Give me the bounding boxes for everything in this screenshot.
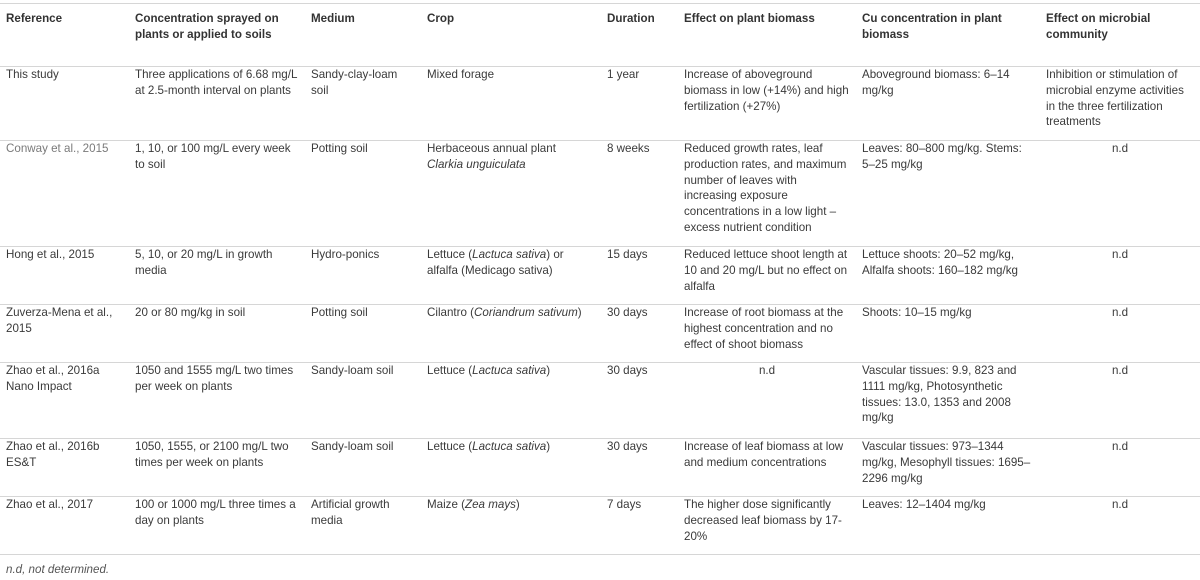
cell-concentration: Three applications of 6.68 mg/L at 2.5-month interval on plants bbox=[129, 67, 305, 141]
cell-microbial-effect: n.d bbox=[1040, 247, 1200, 305]
cell-reference: Zuverza-Mena et al., 2015 bbox=[0, 305, 129, 363]
cell-concentration: 1, 10, or 100 mg/L every week to soil bbox=[129, 141, 305, 247]
cell-crop: Lettuce (Lactuca sativa) bbox=[421, 439, 601, 497]
cell-biomass-effect: Reduced growth rates, leaf production rates, and maximum number of leaves with increasing exposure concentrations in a low light – excess nutrient condition bbox=[678, 141, 856, 247]
cell-biomass-effect: The higher dose significantly decreased leaf biomass by 17-20% bbox=[678, 497, 856, 555]
cell-biomass-effect: Reduced lettuce shoot length at 10 and 20 mg/L but no effect on alfalfa bbox=[678, 247, 856, 305]
cell-crop: Cilantro (Coriandrum sativum) bbox=[421, 305, 601, 363]
table-row bbox=[0, 439, 1200, 497]
table-row bbox=[0, 247, 1200, 305]
table-row bbox=[0, 305, 1200, 363]
cell-medium: Potting soil bbox=[305, 141, 421, 247]
column-header-biomass-effect: Effect on plant biomass bbox=[678, 4, 856, 67]
cell-microbial-effect: Inhibition or stimulation of microbial enzyme activities in the three fertilization treatments bbox=[1040, 67, 1200, 141]
cell-cu-concentration: Leaves: 80–800 mg/kg. Stems: 5–25 mg/kg bbox=[856, 141, 1040, 247]
cell-concentration: 1050, 1555, or 2100 mg/L two times per week on plants bbox=[129, 439, 305, 497]
cell-crop: Mixed forage bbox=[421, 67, 601, 141]
cell-crop: Herbaceous annual plant Clarkia unguiculata bbox=[421, 141, 601, 247]
cell-concentration: 20 or 80 mg/kg in soil bbox=[129, 305, 305, 363]
cell-medium: Sandy-loam soil bbox=[305, 363, 421, 439]
cell-biomass-effect: Increase of aboveground biomass in low (+14%) and high fertilization (+27%) bbox=[678, 67, 856, 141]
column-header-cu-concentration: Cu concentration in plant biomass bbox=[856, 4, 1040, 67]
cell-reference: Zhao et al., 2016b ES&T bbox=[0, 439, 129, 497]
cell-medium: Artificial growth media bbox=[305, 497, 421, 555]
cell-reference: Zhao et al., 2016a Nano Impact bbox=[0, 363, 129, 439]
table-footnote: n.d, not determined. bbox=[6, 563, 110, 576]
column-header-reference: Reference bbox=[0, 4, 129, 67]
table-row bbox=[0, 67, 1200, 141]
cell-cu-concentration: Vascular tissues: 973–1344 mg/kg, Mesophyll tissues: 1695–2296 mg/kg bbox=[856, 439, 1040, 497]
cell-duration: 30 days bbox=[601, 439, 678, 497]
cell-cu-concentration: Vascular tissues: 9.9, 823 and 1111 mg/kg, Photosynthetic tissues: 13.0, 1353 and 2008 mg/kg bbox=[856, 363, 1040, 439]
cell-duration: 8 weeks bbox=[601, 141, 678, 247]
table-row bbox=[0, 141, 1200, 247]
cell-medium: Hydro-ponics bbox=[305, 247, 421, 305]
cell-microbial-effect: n.d bbox=[1040, 363, 1200, 439]
cell-reference: This study bbox=[0, 67, 129, 141]
cell-duration: 15 days bbox=[601, 247, 678, 305]
table-row bbox=[0, 363, 1200, 439]
cell-cu-concentration: Lettuce shoots: 20–52 mg/kg, Alfalfa shoots: 160–182 mg/kg bbox=[856, 247, 1040, 305]
cell-microbial-effect: n.d bbox=[1040, 439, 1200, 497]
cell-concentration: 100 or 1000 mg/L three times a day on plants bbox=[129, 497, 305, 555]
column-header-microbial-effect: Effect on microbial community bbox=[1040, 4, 1200, 67]
cell-cu-concentration: Shoots: 10–15 mg/kg bbox=[856, 305, 1040, 363]
cell-biomass-effect: Increase of root biomass at the highest concentration and no effect of shoot biomass bbox=[678, 305, 856, 363]
cell-biomass-effect: n.d bbox=[678, 363, 856, 439]
column-header-concentration: Concentration sprayed on plants or applied to soils bbox=[129, 4, 305, 67]
cell-cu-concentration: Aboveground biomass: 6–14 mg/kg bbox=[856, 67, 1040, 141]
cell-crop: Lettuce (Lactuca sativa) bbox=[421, 363, 601, 439]
cell-microbial-effect: n.d bbox=[1040, 305, 1200, 363]
cell-crop: Maize (Zea mays) bbox=[421, 497, 601, 555]
cell-microbial-effect: n.d bbox=[1040, 141, 1200, 247]
cell-reference: Hong et al., 2015 bbox=[0, 247, 129, 305]
column-header-duration: Duration bbox=[601, 4, 678, 67]
cell-duration: 30 days bbox=[601, 305, 678, 363]
cell-medium: Sandy-loam soil bbox=[305, 439, 421, 497]
cell-biomass-effect: Increase of leaf biomass at low and medium concentrations bbox=[678, 439, 856, 497]
cell-reference: Conway et al., 2015 bbox=[0, 141, 129, 247]
cell-cu-concentration: Leaves: 12–1404 mg/kg bbox=[856, 497, 1040, 555]
column-header-medium: Medium bbox=[305, 4, 421, 67]
table-row bbox=[0, 497, 1200, 555]
cell-duration: 1 year bbox=[601, 67, 678, 141]
cell-medium: Potting soil bbox=[305, 305, 421, 363]
header-row bbox=[0, 4, 1200, 67]
cell-crop: Lettuce (Lactuca sativa) or alfalfa (Medicago sativa) bbox=[421, 247, 601, 305]
cell-microbial-effect: n.d bbox=[1040, 497, 1200, 555]
cell-concentration: 1050 and 1555 mg/L two times per week on plants bbox=[129, 363, 305, 439]
cell-duration: 7 days bbox=[601, 497, 678, 555]
cell-reference: Zhao et al., 2017 bbox=[0, 497, 129, 555]
data-table bbox=[0, 3, 1200, 555]
column-header-crop: Crop bbox=[421, 4, 601, 67]
cell-medium: Sandy-clay-loam soil bbox=[305, 67, 421, 141]
cell-concentration: 5, 10, or 20 mg/L in growth media bbox=[129, 247, 305, 305]
cell-duration: 30 days bbox=[601, 363, 678, 439]
